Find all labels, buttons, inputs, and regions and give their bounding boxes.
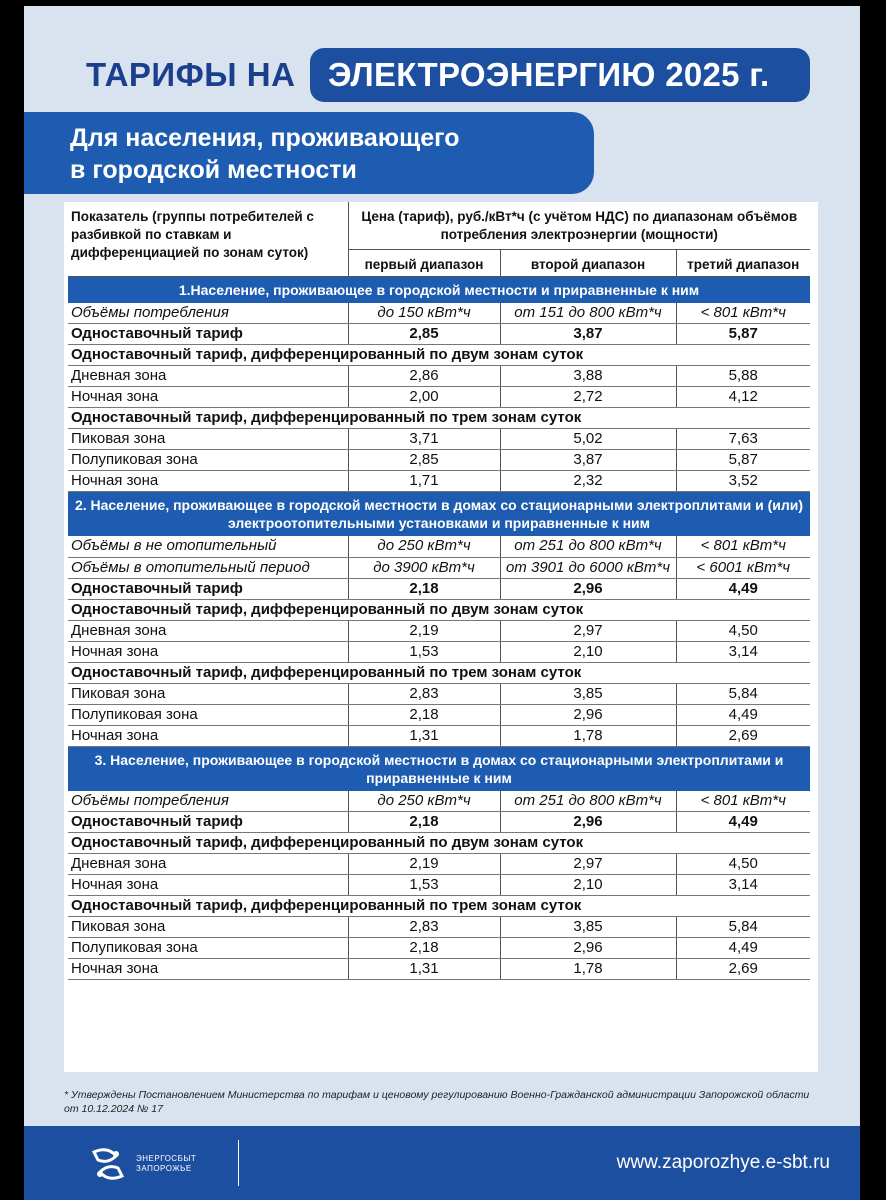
zone-row — [68, 620, 810, 641]
three-zone-heading-text: Одноставочный тариф, дифференцированный по трем зонам суток — [68, 408, 810, 429]
zone-row-range-2: 3,85 — [500, 683, 676, 704]
zone-row-range-3: 4,50 — [676, 620, 810, 641]
section-header-1 — [68, 276, 810, 303]
zone-row-range-2: 2,96 — [500, 938, 676, 959]
zone-row-range-2: 1,78 — [500, 725, 676, 746]
zone-row-range-1: 1,71 — [348, 471, 500, 492]
zone-row — [68, 917, 810, 938]
volume-row-range-2: от 251 до 800 кВт*ч — [500, 791, 676, 812]
single-rate-row-range-1: 2,18 — [348, 812, 500, 833]
three-zone-heading — [68, 896, 810, 917]
volume-row-label: Объёмы в не отопительный — [68, 536, 348, 557]
website-link[interactable]: www.zaporozhye.e-sbt.ru — [616, 1152, 830, 1173]
zone-row — [68, 366, 810, 387]
zone-row-range-2: 3,85 — [500, 917, 676, 938]
zone-row-label: Полупиковая зона — [68, 450, 348, 471]
zone-row-label: Пиковая зона — [68, 429, 348, 450]
zone-row — [68, 875, 810, 896]
zone-row-label: Ночная зона — [68, 471, 348, 492]
two-zone-heading — [68, 599, 810, 620]
zone-row — [68, 854, 810, 875]
volume-row-range-3: < 801 кВт*ч — [676, 303, 810, 324]
zone-row-range-1: 1,53 — [348, 875, 500, 896]
volume-row-range-2: от 3901 до 6000 кВт*ч — [500, 557, 676, 578]
single-rate-row — [68, 812, 810, 833]
zone-row — [68, 938, 810, 959]
zone-row-range-1: 2,85 — [348, 450, 500, 471]
single-rate-row-range-3: 5,87 — [676, 324, 810, 345]
zone-row-label: Полупиковая зона — [68, 704, 348, 725]
single-rate-row-range-1: 2,85 — [348, 324, 500, 345]
two-zone-heading — [68, 345, 810, 366]
single-rate-row-label: Одноставочный тариф — [68, 812, 348, 833]
volume-row-range-2: от 151 до 800 кВт*ч — [500, 303, 676, 324]
zone-row — [68, 959, 810, 980]
zone-row-range-1: 3,71 — [348, 429, 500, 450]
volume-row-range-1: до 250 кВт*ч — [348, 536, 500, 557]
zone-row-range-1: 1,31 — [348, 725, 500, 746]
zone-row-range-1: 2,19 — [348, 620, 500, 641]
zone-row-range-3: 5,84 — [676, 683, 810, 704]
volume-row-range-1: до 150 кВт*ч — [348, 303, 500, 324]
zone-row-label: Дневная зона — [68, 366, 348, 387]
zone-row-label: Дневная зона — [68, 620, 348, 641]
zone-row-range-3: 5,87 — [676, 450, 810, 471]
volume-row — [68, 303, 810, 324]
three-zone-heading — [68, 408, 810, 429]
brand-line-2: ЗАПОРОЖЬЕ — [136, 1164, 192, 1173]
header-range-3: третий диапазон — [676, 249, 810, 276]
zone-row — [68, 387, 810, 408]
zone-row-range-1: 2,19 — [348, 854, 500, 875]
zone-row-range-1: 1,53 — [348, 641, 500, 662]
volume-row-label: Объёмы в отопительный период — [68, 557, 348, 578]
zone-row-range-2: 3,88 — [500, 366, 676, 387]
title-highlight: ЭЛЕКТРОЭНЕРГИЮ 2025 г. — [310, 48, 810, 102]
zone-row-range-3: 5,88 — [676, 366, 810, 387]
subtitle-banner — [24, 112, 594, 194]
zone-row-range-3: 2,69 — [676, 725, 810, 746]
section-header-3 — [68, 746, 810, 791]
zone-row-range-2: 2,32 — [500, 471, 676, 492]
zone-row-range-3: 4,49 — [676, 938, 810, 959]
zone-row — [68, 471, 810, 492]
zone-row-range-2: 2,97 — [500, 854, 676, 875]
zone-row-range-2: 2,10 — [500, 875, 676, 896]
volume-row — [68, 557, 810, 578]
tariff-page — [24, 6, 860, 1200]
three-zone-heading — [68, 662, 810, 683]
volume-row-range-1: до 3900 кВт*ч — [348, 557, 500, 578]
volume-row-range-3: < 801 кВт*ч — [676, 791, 810, 812]
three-zone-heading-text: Одноставочный тариф, дифференцированный по трем зонам суток — [68, 896, 810, 917]
zone-row-label: Ночная зона — [68, 387, 348, 408]
header-price: Цена (тариф), руб./кВт*ч (с учётом НДС) по диапазонам объёмов потребления электроэнергии (мощности) — [348, 202, 810, 249]
volume-row-range-3: < 6001 кВт*ч — [676, 557, 810, 578]
section-header-2 — [68, 492, 810, 537]
zone-row-range-1: 2,18 — [348, 938, 500, 959]
single-rate-row-label: Одноставочный тариф — [68, 324, 348, 345]
single-rate-row — [68, 578, 810, 599]
zone-row — [68, 450, 810, 471]
three-zone-heading-text: Одноставочный тариф, дифференцированный по трем зонам суток — [68, 662, 810, 683]
subtitle-line-2: в городской местности — [70, 156, 357, 184]
zone-row-label: Ночная зона — [68, 725, 348, 746]
subtitle-line-1: Для населения, проживающего — [70, 124, 460, 152]
zone-row-range-3: 3,14 — [676, 641, 810, 662]
footer-bar — [24, 1126, 860, 1200]
header-range-2: второй диапазон — [500, 249, 676, 276]
tariff-table — [68, 202, 810, 980]
zone-row-range-2: 3,87 — [500, 450, 676, 471]
zone-row — [68, 683, 810, 704]
zone-row — [68, 429, 810, 450]
brand-line-1: ЭНЕРГОСБЫТ — [136, 1154, 197, 1163]
zone-row-range-2: 1,78 — [500, 959, 676, 980]
volume-row — [68, 536, 810, 557]
zone-row-label: Ночная зона — [68, 959, 348, 980]
single-rate-row-range-3: 4,49 — [676, 578, 810, 599]
section-title-3: 3. Население, проживающее в городской местности в домах со стационарными электроплитами и приравненные к ним — [68, 746, 810, 791]
volume-row-range-2: от 251 до 800 кВт*ч — [500, 536, 676, 557]
volume-row-range-3: < 801 кВт*ч — [676, 536, 810, 557]
header-indicator: Показатель (группы потребителей с разбивкой по ставкам и дифференциацией по зонам суток) — [68, 202, 348, 276]
volume-row — [68, 791, 810, 812]
zone-row-range-3: 4,12 — [676, 387, 810, 408]
zone-row-range-2: 5,02 — [500, 429, 676, 450]
zone-row-range-3: 4,49 — [676, 704, 810, 725]
header-range-1: первый диапазон — [348, 249, 500, 276]
zone-row-range-1: 2,83 — [348, 683, 500, 704]
title-row — [24, 44, 860, 104]
title-prefix: ТАРИФЫ НА — [86, 56, 296, 93]
zone-row-range-2: 2,97 — [500, 620, 676, 641]
zone-row-label: Пиковая зона — [68, 917, 348, 938]
single-rate-row-range-2: 3,87 — [500, 324, 676, 345]
zone-row-label: Ночная зона — [68, 641, 348, 662]
two-zone-heading-text: Одноставочный тариф, дифференцированный по двум зонам суток — [68, 345, 810, 366]
zone-row-label: Полупиковая зона — [68, 938, 348, 959]
zone-row-range-1: 2,86 — [348, 366, 500, 387]
zone-row-range-2: 2,96 — [500, 704, 676, 725]
zone-row-range-3: 5,84 — [676, 917, 810, 938]
section-title-2: 2. Население, проживающее в городской местности в домах со стационарными электроплитами и (или) электроотопительными установками и приравненные к ним — [68, 492, 810, 537]
zone-row-label: Дневная зона — [68, 854, 348, 875]
zone-row-range-3: 3,14 — [676, 875, 810, 896]
volume-row-label: Объёмы потребления — [68, 303, 348, 324]
energosbyt-logo-icon — [86, 1142, 130, 1186]
zone-row-label: Ночная зона — [68, 875, 348, 896]
zone-row-range-2: 2,72 — [500, 387, 676, 408]
zone-row-range-3: 3,52 — [676, 471, 810, 492]
zone-row-range-3: 4,50 — [676, 854, 810, 875]
footnote: * Утверждены Постановлением Министерства по тарифам и ценовому регулированию Военно-Гражданской администрации Запорожской области от 10.12.2024 № 17 — [64, 1089, 810, 1115]
zone-row-range-2: 2,10 — [500, 641, 676, 662]
zone-row-range-3: 2,69 — [676, 959, 810, 980]
zone-row-range-3: 7,63 — [676, 429, 810, 450]
zone-row — [68, 641, 810, 662]
zone-row-range-1: 2,00 — [348, 387, 500, 408]
single-rate-row-range-1: 2,18 — [348, 578, 500, 599]
single-rate-row-range-3: 4,49 — [676, 812, 810, 833]
tariff-table-container — [64, 202, 818, 1072]
single-rate-row — [68, 324, 810, 345]
zone-row-range-1: 2,18 — [348, 704, 500, 725]
zone-row — [68, 725, 810, 746]
zone-row-label: Пиковая зона — [68, 683, 348, 704]
volume-row-label: Объёмы потребления — [68, 791, 348, 812]
two-zone-heading-text: Одноставочный тариф, дифференцированный по двум зонам суток — [68, 833, 810, 854]
two-zone-heading-text: Одноставочный тариф, дифференцированный по двум зонам суток — [68, 599, 810, 620]
zone-row — [68, 704, 810, 725]
zone-row-range-1: 1,31 — [348, 959, 500, 980]
zone-row-range-1: 2,83 — [348, 917, 500, 938]
two-zone-heading — [68, 833, 810, 854]
section-title-1: 1.Население, проживающее в городской местности и приравненные к ним — [68, 276, 810, 303]
footer-divider — [238, 1140, 239, 1186]
single-rate-row-range-2: 2,96 — [500, 812, 676, 833]
single-rate-row-range-2: 2,96 — [500, 578, 676, 599]
brand-name — [136, 1154, 196, 1174]
single-rate-row-label: Одноставочный тариф — [68, 578, 348, 599]
volume-row-range-1: до 250 кВт*ч — [348, 791, 500, 812]
